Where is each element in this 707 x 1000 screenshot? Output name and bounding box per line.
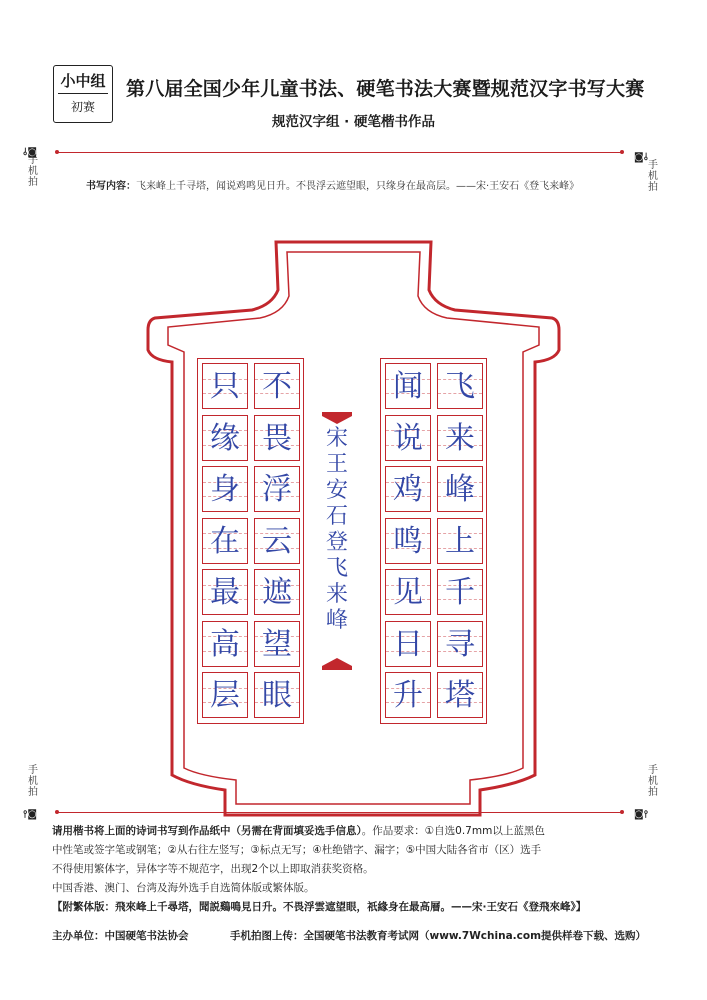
grid-cell (254, 672, 300, 718)
attribution-character: 来 (325, 582, 348, 607)
grid-character: 升 (393, 678, 423, 713)
bottom-left-phone-mark (28, 765, 38, 798)
grid-character: 畏 (262, 420, 292, 456)
attribution-character: 登 (325, 530, 348, 555)
grid-cell (437, 363, 483, 409)
bottom-left-corner-mark (23, 802, 37, 821)
grid-character: 上 (445, 523, 475, 559)
grid-cell (254, 518, 300, 564)
phone-shot-label: 手机拍 (28, 155, 38, 188)
page-subtitle: 规范汉字组 · 硬笔楷书作品 (271, 114, 436, 130)
grid-cell (385, 415, 431, 461)
instructions-lead: 请用楷书将上面的诗词书写到作品纸中 (52, 825, 231, 837)
grid-cell (202, 415, 248, 461)
camera-icon: ⫯◙ (23, 809, 38, 820)
grid-cell (254, 466, 300, 512)
grid-character: 寻 (445, 626, 475, 662)
grid-character: 身 (210, 472, 240, 507)
badge-round-label: 初赛 (70, 100, 95, 114)
attribution-character: 峰 (325, 608, 348, 633)
grid-character: 在 (210, 523, 240, 559)
grid-character: 来 (445, 420, 475, 456)
grid-cell (437, 518, 483, 564)
bottom-right-corner-mark (634, 802, 648, 821)
attribution-bottom-marker (322, 656, 352, 670)
grid-character: 千 (445, 575, 475, 610)
camera-icon: ◙⫯ (634, 809, 649, 820)
grid-character: 层 (210, 678, 240, 713)
instructions-line-3: 不得使用繁体字，异体字等不规范字，出现2个以上即取消获奖资格。 (52, 863, 374, 875)
grid-cell (202, 569, 248, 615)
grid-cell (385, 672, 431, 718)
grid-character: 云 (262, 523, 292, 559)
grid-character: 闻 (393, 369, 423, 404)
grid-cell (254, 415, 300, 461)
grid-cell (385, 466, 431, 512)
bottom-right-phone-mark (648, 765, 658, 798)
bottom-red-rule (58, 812, 622, 813)
page-title: 第八届全国少年儿童书法、硬笔书法大赛暨规范汉字书写大赛 (126, 78, 645, 100)
grid-cell (437, 466, 483, 512)
upload-info: 手机拍图上传：全国硬笔书法教育考试网（www.7Wchina.com提供样卷下载、选购） (230, 930, 647, 942)
instructions-line-1 (52, 822, 652, 841)
phone-shot-label: 手机拍 (648, 765, 658, 798)
grid-cell (254, 621, 300, 667)
grid-character: 望 (262, 626, 292, 662)
grid-character: 眼 (262, 678, 292, 713)
grid-character: 最 (210, 575, 240, 610)
attribution-character: 石 (325, 504, 348, 529)
grid-cell (385, 621, 431, 667)
badge-group-label: 小中组 (60, 72, 106, 90)
attribution-character: 安 (325, 478, 348, 503)
instructions-note: （另需在背面填妥选手信息） (230, 825, 362, 837)
grid-cell (254, 363, 300, 409)
attribution-column (322, 412, 352, 670)
grid-character: 日 (393, 626, 423, 662)
grid-character: 鸣 (393, 523, 423, 559)
grid-cell (437, 621, 483, 667)
grid-character: 鸡 (393, 472, 423, 507)
grid-character: 只 (210, 369, 240, 404)
grid-cell (385, 569, 431, 615)
grid-cell (202, 672, 248, 718)
writing-content-text: 飞来峰上千寻塔，闻说鸡鸣见日升。不畏浮云遮望眼，只缘身在最高层。——宋·王安石《登飞来峰》 (136, 181, 580, 192)
grid-cell (437, 415, 483, 461)
grid-character: 说 (393, 420, 423, 456)
grid-character: 飞 (445, 369, 475, 404)
instructions-line-2: 中性笔或签字笔或钢笔；②从右往左竖写；③标点无写；④杜绝错字、漏字；⑤中国大陆各省市（区）选手 (52, 844, 542, 856)
rule-dot-left (55, 810, 59, 814)
grid-cell (202, 466, 248, 512)
grid-cell (385, 363, 431, 409)
instructions (52, 822, 652, 917)
attribution-text (322, 426, 352, 634)
grid-character: 塔 (445, 678, 475, 713)
instructions-line-4: 中国香港、澳门、台湾及海外选手自选简体版或繁体版。 (52, 882, 315, 894)
camera-icon: ◙⫰ (634, 152, 649, 163)
grid-cell (202, 621, 248, 667)
grid-cell (202, 363, 248, 409)
grid-cell (385, 518, 431, 564)
grid-cell (202, 518, 248, 564)
attribution-character: 王 (325, 452, 348, 477)
writing-content-label: 书写内容： (86, 181, 136, 192)
grid-cell (437, 569, 483, 615)
grid-character: 遮 (262, 575, 292, 610)
instructions-requirements: 。作品要求：①自选0.7mm以上蓝黑色 (361, 825, 545, 837)
phone-shot-label: 手机拍 (28, 765, 38, 798)
organizer: 主办单位：中国硬笔书法协会 (52, 930, 189, 942)
instructions-line-5: 【附繁体版：飛來峰上千尋塔，聞説鷄鳴見日升。不畏浮雲遮望眼，祇緣身在最高層。——宋·王安石《登飛來峰》】 (52, 901, 587, 913)
grid-character: 见 (393, 575, 423, 610)
grid-character: 不 (262, 369, 292, 404)
grid-character: 高 (210, 626, 240, 662)
attribution-character: 飞 (325, 556, 348, 581)
grid-character: 缘 (210, 420, 240, 456)
grid-character: 峰 (445, 472, 475, 507)
grid-cell (254, 569, 300, 615)
rule-dot-right (620, 810, 624, 814)
camera-icon: ⫰◙ (23, 147, 38, 158)
grid-character: 浮 (262, 472, 292, 507)
phone-shot-label: 手机拍 (648, 160, 658, 193)
attribution-top-marker (322, 412, 352, 426)
grid-cell (437, 672, 483, 718)
attribution-character: 宋 (325, 426, 348, 451)
